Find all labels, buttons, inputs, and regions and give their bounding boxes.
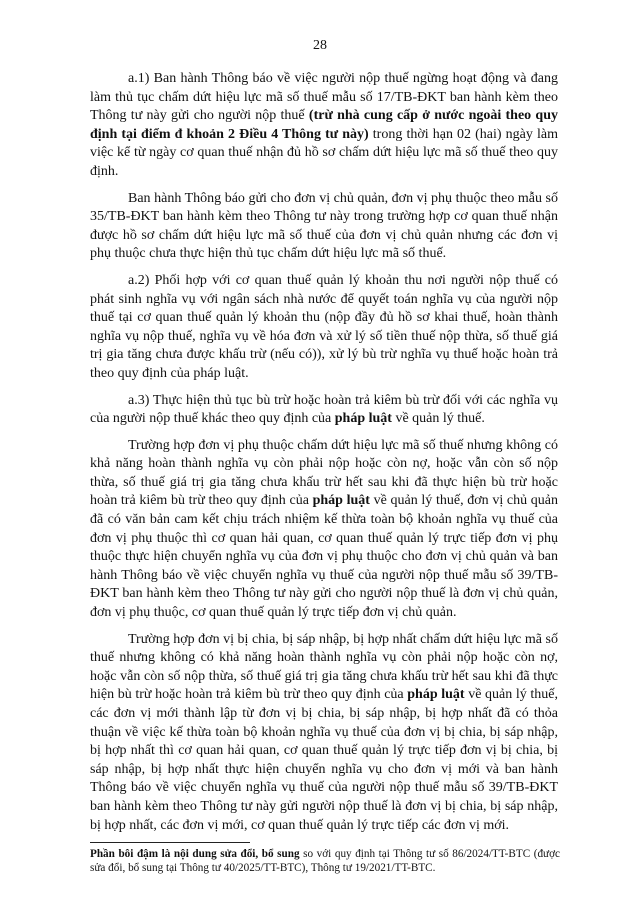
paragraph-a2: a.2) Phối hợp với cơ quan thuế quản lý khoản thu nơi người nộp thuế có phát sinh nghĩa vụ với ngân sách nhà nước để quyết toán nghĩa vụ của người nộp thuế tại cơ quan thuế quản lý khoản thu (nộp đầy đủ hồ sơ khai thuế, hoàn thành nghĩa vụ nộp thuế, nghĩa vụ về hóa đơn và xử lý số tiền thuế nộp thừa, số thuế giá trị gia tăng chưa được khấu trừ (nếu có)), xử lý bù trừ nghĩa vụ thuế hoặc hoàn trả theo quy định của pháp luật. [90, 272, 558, 381]
paragraph-a1 [90, 70, 558, 182]
paragraph-text: về quản lý thuế, đơn vị chủ quản đã có văn bản cam kết chịu trách nhiệm kế thừa toàn bộ khoản nghĩa vụ thuế của đơn vị phụ thuộc thì cơ quan hải quan, cơ quan thuế quản lý trực tiếp đơn vị phụ thuộc thực hiện chuyển nghĩa vụ của đơn vị phụ thuộc cho đơn vị chủ quản và ban hành Thông báo về việc chuyển nghĩa vụ thuế của người nộp thuế mẫu số 39/TB-ĐKT ban hành kèm theo Thông tư này gửi cho người nộp thuế là đơn vị chủ quản, đơn vị phụ thuộc, cơ quan thuế quản lý trực tiếp đơn vị chủ quản. [90, 493, 558, 621]
paragraph-text: Trường hợp đơn vị phụ thuộc chấm dứt hiệu lực mã số thuế nhưng không có khả năng hoàn thành nghĩa vụ còn phải nộp hoặc còn nợ, hoặc vẫn còn số nộp thừa, số thuế giá trị gia tăng chưa khấu trừ hết sau khi đã thực hiện bù trừ hoặc hoàn trả kiêm bù trừ theo quy định của [90, 437, 558, 509]
paragraph-a3 [90, 392, 558, 429]
footnote-text: so với quy định tại Thông tư số 86/2024/TT-BTC (được sửa đổi, bổ sung tại Thông tư 40/2025/TT-BTC), Thông tư 19/2021/TT-BTC. [90, 848, 560, 874]
document-body [90, 70, 558, 843]
paragraph-text: a.1) Ban hành Thông báo về việc người nộp thuế ngừng hoạt động và đang làm thủ tục chấm dứt hiệu lực mã số thuế mẫu số 17/TB-ĐKT ban hành kèm theo Thông tư này gửi cho người nộp thuế [90, 71, 558, 124]
paragraph-text: a.3) Thực hiện thủ tục bù trừ hoặc hoàn trả kiêm bù trừ đối với các nghĩa vụ của người nộp thuế khác theo quy định của [90, 392, 558, 427]
footnote-divider [90, 842, 250, 843]
bold-amendment: (trừ nhà cung cấp ở nước ngoài theo quy định tại điểm đ khoản 2 Điều 4 Thông tư này) [90, 108, 558, 142]
paragraph-text: về quản lý thuế. [391, 411, 485, 427]
paragraph-split-merge [90, 631, 558, 836]
bold-amendment: pháp luật [407, 687, 465, 703]
bold-amendment: pháp luật [334, 411, 392, 427]
paragraph-notice-35: Ban hành Thông báo gửi cho đơn vị chủ quản, đơn vị phụ thuộc theo mẫu số 35/TB-ĐKT ban hành kèm theo Thông tư này trong trường hợp cơ quan thuế nhận được hồ sơ chấm dứt hiệu lực mã số thuế của đơn vị chủ quản nhưng các đơn vị phụ thuộc chưa thực hiện thủ tục chấm dứt hiệu lực mã số thuế. [90, 190, 558, 262]
paragraph-text: Trường hợp đơn vị bị chia, bị sáp nhập, bị hợp nhất chấm dứt hiệu lực mã số thuế nhưng không có khả năng hoàn thành nghĩa vụ còn phải nộp hoặc còn nợ, hoặc vẫn còn số nộp thừa, số thuế giá trị gia tăng chưa khấu trừ hết sau khi đã thực hiện bù trừ hoặc hoàn trả kiêm bù trừ theo quy định của [90, 631, 558, 703]
paragraph-dependent-unit [90, 437, 558, 623]
paragraph-text: về quản lý thuế, các đơn vị mới thành lập từ đơn vị bị chia, bị sáp nhập, bị hợp nhất đã có thỏa thuận về việc kế thừa toàn bộ khoản nghĩa vụ thuế của đơn vị bị chia, bị sáp nhập, bị hợp nhất thì cơ quan hải quan, cơ quan thuế quản lý trực tiếp đơn vị bị chia, bị sáp nhập, bị hợp nhất thực hiện chuyển nghĩa vụ cho đơn vị mới và ban hành Thông báo về việc chuyển nghĩa vụ thuế của người nộp thuế mẫu số 39/TB-ĐKT ban hành kèm theo Thông tư này gửi người nộp thuế là đơn vị bị chia, bị sáp nhập, bị hợp nhất, các đơn vị mới, cơ quan thuế quản lý trực tiếp các đơn vị mới. [90, 687, 558, 833]
footnote-bold: Phần bôi đậm là nội dung sửa đổi, bổ sung [90, 848, 300, 860]
footnote [90, 848, 560, 875]
paragraph-text: trong thời hạn 02 (hai) ngày làm việc kể từ ngày cơ quan thuế nhận đủ hồ sơ chấm dứt hiệu lực mã số thuế theo quy định. [90, 126, 558, 179]
page-number: 28 [313, 38, 327, 53]
bold-amendment: pháp luật [312, 493, 370, 509]
